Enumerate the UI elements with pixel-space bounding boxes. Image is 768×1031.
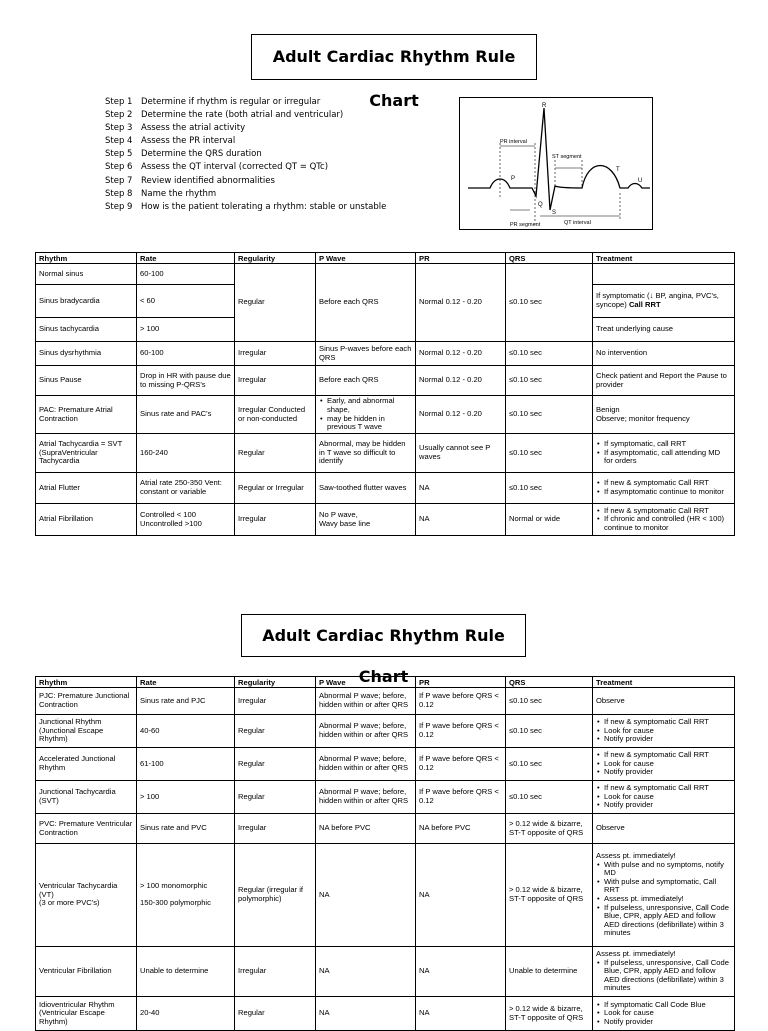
column-header: P Wave xyxy=(316,677,416,688)
rate-cell: Sinus rate and PVC xyxy=(137,814,235,844)
pr-cell: Normal 0.12 - 0.20 xyxy=(416,342,506,366)
table-header-row xyxy=(36,253,735,264)
treatment-line: Observe; monitor frequency xyxy=(596,413,690,423)
column-header: Rhythm xyxy=(36,253,137,264)
rhythm-cell: Sinus bradycardia xyxy=(36,285,137,318)
rhythm-cell: Junctional Tachycardia (SVT) xyxy=(36,781,137,814)
step-text: Determine if rhythm is regular or irregular xyxy=(141,97,321,107)
treatment-cell xyxy=(593,947,735,997)
ecg-label-s: S xyxy=(552,210,557,216)
treatment-cell xyxy=(593,396,735,434)
column-header: QRS xyxy=(506,253,593,264)
column-header: Rhythm xyxy=(36,677,137,688)
table-row xyxy=(36,342,735,366)
pr-cell: If P wave before QRS < 0.12 xyxy=(416,748,506,781)
bullet-item: • Assess pt. immediately! xyxy=(604,895,731,904)
pwave-cell: NA xyxy=(316,844,416,947)
bullet-item: • If asymptomatic, call attending MD for orders xyxy=(604,449,731,466)
step-5 xyxy=(105,148,386,161)
rhythm-table-1 xyxy=(35,252,735,536)
rhythm-cell: Sinus dysrhythmia xyxy=(36,342,137,366)
step-number: Step 1 xyxy=(105,97,133,107)
step-text: How is the patient tolerating a rhythm: stable or unstable xyxy=(141,201,387,212)
column-header: Rate xyxy=(137,677,235,688)
page-title: Adult Cardiac Rhythm Rule Chart xyxy=(241,614,526,657)
pwave-cell: Before each QRS xyxy=(316,366,416,396)
pwave-cell: NA xyxy=(316,997,416,1031)
treatment-cell: No intervention xyxy=(593,342,735,366)
step-number: Step 4 xyxy=(105,136,133,147)
treatment-cell xyxy=(593,997,735,1031)
regularity-cell: Regular (irregular if polymorphic) xyxy=(235,844,316,947)
pr-cell: Normal 0.12 - 0.20 xyxy=(416,264,506,342)
treatment-line: Assess pt. immediately! xyxy=(596,851,676,861)
bullet-item: • Notify provider xyxy=(604,1018,731,1027)
bullet-item: • Early, and abnormal shape, xyxy=(327,397,412,414)
bullet-item: • Look for cause xyxy=(604,793,731,802)
rate-line: Controlled < 100 xyxy=(140,509,196,519)
bullet-item: • If new & symptomatic Call RRT xyxy=(604,784,731,793)
qrs-cell: Unable to determine xyxy=(506,947,593,997)
rate-line: > 100 monomorphic xyxy=(140,881,208,891)
step-number: Step 6 xyxy=(105,162,133,173)
bullet-item: • If symptomatic, call RRT xyxy=(604,440,731,449)
treatment-cell xyxy=(593,285,735,318)
step-number: Step 2 xyxy=(105,110,133,121)
treatment-cell xyxy=(593,504,735,536)
ecg-label-t: T xyxy=(616,167,620,173)
bullet-item: • If new & symptomatic Call RRT xyxy=(604,718,731,727)
rate-cell: > 100 xyxy=(137,781,235,814)
regularity-cell: Regular xyxy=(235,997,316,1031)
qrs-cell: ≤0.10 sec xyxy=(506,473,593,504)
pwave-cell xyxy=(316,396,416,434)
pwave-cell: Abnormal P wave; before, hidden within or after QRS xyxy=(316,748,416,781)
pr-cell: NA xyxy=(416,473,506,504)
step-text: Assess the atrial activity xyxy=(141,123,246,134)
ecg-label-r: R xyxy=(542,103,547,109)
ecg-waveform xyxy=(460,98,652,229)
bullet-item: • Look for cause xyxy=(604,760,731,769)
rhythm-cell: Ventricular Fibrillation xyxy=(36,947,137,997)
bullet-item: • If new & symptomatic Call RRT xyxy=(604,507,731,516)
column-header: Rate xyxy=(137,253,235,264)
rate-cell xyxy=(137,504,235,536)
ecg-label-qt-interval: QT interval xyxy=(564,220,591,226)
qrs-cell: ≤0.10 sec xyxy=(506,264,593,342)
rate-line: 150-300 polymorphic xyxy=(140,898,211,907)
rate-cell: 60-100 xyxy=(137,264,235,285)
step-text: Determine the rate (both atrial and ventricular) xyxy=(141,110,344,121)
treatment-cell: Treat underlying cause xyxy=(593,318,735,342)
rhythm-cell: Sinus tachycardia xyxy=(36,318,137,342)
treatment-cell xyxy=(593,264,735,285)
rhythm-cell: Normal sinus xyxy=(36,264,137,285)
qrs-cell: ≤0.10 sec xyxy=(506,342,593,366)
column-header: Treatment xyxy=(593,677,735,688)
step-3 xyxy=(105,122,386,135)
treatment-line: Benign xyxy=(596,404,620,414)
bullet-item: • If pulseless, unresponsive, Call Code Blue, CPR, apply AED and follow AED directions (defibrillate) within 3 minutes xyxy=(604,904,731,938)
rate-cell: < 60 xyxy=(137,285,235,318)
regularity-cell: Regular xyxy=(235,264,316,342)
step-number: Step 5 xyxy=(105,149,133,160)
table-row xyxy=(36,473,735,504)
pr-cell: Normal 0.12 - 0.20 xyxy=(416,366,506,396)
regularity-cell: Irregular xyxy=(235,947,316,997)
pwave-cell: Abnormal P wave; before, hidden within or after QRS xyxy=(316,688,416,715)
regularity-cell: Regular or Irregular xyxy=(235,473,316,504)
step-text: Determine the QRS duration xyxy=(141,149,262,160)
pwave-cell: Abnormal, may be hidden in T wave so difficult to identify xyxy=(316,434,416,473)
ecg-label-st-segment: ST segment xyxy=(552,154,582,160)
rhythm-cell: Sinus Pause xyxy=(36,366,137,396)
treatment-cell xyxy=(593,844,735,947)
bullet-item: • Look for cause xyxy=(604,1009,731,1018)
table-row xyxy=(36,947,735,997)
regularity-cell: Regular xyxy=(235,434,316,473)
table-row xyxy=(36,781,735,814)
treatment-cell xyxy=(593,473,735,504)
rhythm-cell: Accelerated Junctional Rhythm xyxy=(36,748,137,781)
step-text: Assess the QT interval (corrected QT = QTc) xyxy=(141,162,329,173)
treatment-cell xyxy=(593,781,735,814)
qrs-cell: ≤0.10 sec xyxy=(506,748,593,781)
qrs-cell: > 0.12 wide & bizarre, ST-T opposite of QRS xyxy=(506,844,593,947)
pwave-cell: Abnormal P wave; before, hidden within or after QRS xyxy=(316,781,416,814)
treatment-cell xyxy=(593,715,735,748)
qrs-cell: > 0.12 wide & bizarre, ST-T opposite of QRS xyxy=(506,814,593,844)
qrs-cell: ≤0.10 sec xyxy=(506,434,593,473)
step-2 xyxy=(105,109,386,122)
step-number: Step 3 xyxy=(105,123,133,134)
bullet-item: • If symptomatic Call Code Blue xyxy=(604,1001,731,1010)
step-number: Step 7 xyxy=(105,175,133,186)
bullet-item: • If chronic and controlled (HR < 100) continue to monitor xyxy=(604,515,731,532)
table-row xyxy=(36,434,735,473)
step-number: Step 8 xyxy=(105,188,133,199)
bullet-item: • Notify provider xyxy=(604,768,731,777)
pwave-line: No P wave, xyxy=(319,509,358,519)
pr-cell: If P wave before QRS < 0.12 xyxy=(416,715,506,748)
rhythm-cell: Junctional Rhythm (Junctional Escape Rhythm) xyxy=(36,715,137,748)
treatment-line: Assess pt. immediately! xyxy=(596,949,676,959)
table-row xyxy=(36,844,735,947)
step-number: Step 9 xyxy=(105,201,133,212)
rhythm-cell: PJC: Premature Junctional Contraction xyxy=(36,688,137,715)
rhythm-line: (3 or more PVC's) xyxy=(39,898,100,908)
step-8 xyxy=(105,188,386,201)
pwave-cell: Before each QRS xyxy=(316,264,416,342)
step-text: Review identified abnormalities xyxy=(141,175,275,186)
rate-cell: Sinus rate and PJC xyxy=(137,688,235,715)
treatment-text: If symptomatic (↓ BP, angina, PVC's, syncope) xyxy=(596,291,719,309)
step-text: Assess the PR interval xyxy=(141,136,236,147)
table-row xyxy=(36,748,735,781)
qrs-cell: ≤0.10 sec xyxy=(506,366,593,396)
step-text: Name the rhythm xyxy=(141,188,217,199)
table-row xyxy=(36,366,735,396)
treatment-cell: Observe xyxy=(593,688,735,715)
qrs-cell: ≤0.10 sec xyxy=(506,781,593,814)
table-row xyxy=(36,264,735,285)
rate-cell: 20-40 xyxy=(137,997,235,1031)
table-row xyxy=(36,396,735,434)
column-header: QRS xyxy=(506,677,593,688)
treatment-emphasis: Call RRT xyxy=(628,300,661,309)
qrs-cell: ≤0.10 sec xyxy=(506,715,593,748)
rate-cell: > 100 xyxy=(137,318,235,342)
pr-cell: If P wave before QRS < 0.12 xyxy=(416,781,506,814)
qrs-cell: ≤0.10 sec xyxy=(506,396,593,434)
pwave-cell: Abnormal P wave; before, hidden within or after QRS xyxy=(316,715,416,748)
rhythm-cell xyxy=(36,844,137,947)
bullet-item: • Notify provider xyxy=(604,801,731,810)
regularity-cell: Irregular xyxy=(235,814,316,844)
bullet-item: • If new & symptomatic Call RRT xyxy=(604,751,731,760)
bullet-item: • If asymptomatic continue to monitor xyxy=(604,488,731,497)
rhythm-cell: Atrial Fibrillation xyxy=(36,504,137,536)
rate-cell: 40-60 xyxy=(137,715,235,748)
pr-cell: NA before PVC xyxy=(416,814,506,844)
step-1 xyxy=(105,96,386,109)
treatment-cell: Check patient and Report the Pause to provider xyxy=(593,366,735,396)
rhythm-cell: Idioventricular Rhythm (Ventricular Escape Rhythm) xyxy=(36,997,137,1031)
ecg-label-q: Q xyxy=(538,202,543,208)
pr-cell: Usually cannot see P waves xyxy=(416,434,506,473)
bullet-item: • If new & symptomatic Call RRT xyxy=(604,479,731,488)
pwave-cell xyxy=(316,504,416,536)
bullet-item: • may be hidden in previous T wave xyxy=(327,415,412,432)
table-row xyxy=(36,688,735,715)
pwave-cell: Saw-toothed flutter waves xyxy=(316,473,416,504)
bullet-item: • With pulse and no symptoms, notify MD xyxy=(604,861,731,878)
ecg-diagram xyxy=(459,97,653,230)
column-header: PR xyxy=(416,677,506,688)
treatment-cell: Observe xyxy=(593,814,735,844)
column-header: Regularity xyxy=(235,253,316,264)
regularity-cell: Regular xyxy=(235,781,316,814)
rate-cell: 60-100 xyxy=(137,342,235,366)
qrs-cell: > 0.12 wide & bizarre, ST-T opposite of QRS xyxy=(506,997,593,1031)
regularity-cell: Regular xyxy=(235,748,316,781)
regularity-cell: Irregular xyxy=(235,342,316,366)
column-header: Treatment xyxy=(593,253,735,264)
steps-list xyxy=(105,96,386,214)
table-row xyxy=(36,504,735,536)
table-row xyxy=(36,715,735,748)
bullet-item: • Notify provider xyxy=(604,735,731,744)
rate-cell: 160-240 xyxy=(137,434,235,473)
ecg-label-u: U xyxy=(638,178,643,184)
pr-cell: If P wave before QRS < 0.12 xyxy=(416,688,506,715)
bullet-item: • Look for cause xyxy=(604,727,731,736)
pwave-line: Wavy base line xyxy=(319,518,371,528)
table-row xyxy=(36,997,735,1031)
rate-cell: 61-100 xyxy=(137,748,235,781)
regularity-cell: Irregular Conducted or non-conducted xyxy=(235,396,316,434)
ecg-label-pr-interval: PR interval xyxy=(500,139,527,145)
treatment-cell xyxy=(593,748,735,781)
page-title: Adult Cardiac Rhythm Rule Chart xyxy=(251,34,537,80)
rhythm-line: Ventricular Tachycardia (VT) xyxy=(39,881,118,899)
rate-cell: Drop in HR with pause due to missing P-QRS's xyxy=(137,366,235,396)
treatment-cell xyxy=(593,434,735,473)
rate-cell xyxy=(137,844,235,947)
column-header: PR xyxy=(416,253,506,264)
qrs-cell: ≤0.10 sec xyxy=(506,688,593,715)
pr-cell: Normal 0.12 - 0.20 xyxy=(416,396,506,434)
rate-line: Uncontrolled >100 xyxy=(140,518,202,528)
ecg-label-pr-segment: PR segment xyxy=(510,222,541,228)
qrs-cell: Normal or wide xyxy=(506,504,593,536)
rhythm-table-2 xyxy=(35,676,735,1031)
table-header-row xyxy=(36,677,735,688)
pr-cell: NA xyxy=(416,844,506,947)
rate-cell: Sinus rate and PAC's xyxy=(137,396,235,434)
rate-cell: Atrial rate 250-350 Vent: constant or variable xyxy=(137,473,235,504)
pwave-cell: NA xyxy=(316,947,416,997)
step-9 xyxy=(105,201,386,214)
step-6 xyxy=(105,161,386,174)
column-header: Regularity xyxy=(235,677,316,688)
step-7 xyxy=(105,175,386,188)
regularity-cell: Irregular xyxy=(235,366,316,396)
table-row xyxy=(36,814,735,844)
pwave-cell: Sinus P-waves before each QRS xyxy=(316,342,416,366)
regularity-cell: Irregular xyxy=(235,688,316,715)
rhythm-cell: Atrial Flutter xyxy=(36,473,137,504)
rhythm-cell: PAC: Premature Atrial Contraction xyxy=(36,396,137,434)
rhythm-cell: Atrial Tachycardia = SVT (SupraVentricular Tachycardia xyxy=(36,434,137,473)
rhythm-cell: PVC: Premature Ventricular Contraction xyxy=(36,814,137,844)
pr-cell: NA xyxy=(416,997,506,1031)
regularity-cell: Irregular xyxy=(235,504,316,536)
pr-cell: NA xyxy=(416,504,506,536)
rate-cell: Unable to determine xyxy=(137,947,235,997)
bullet-item: • With pulse and symptomatic, Call RRT xyxy=(604,878,731,895)
regularity-cell: Regular xyxy=(235,715,316,748)
pwave-cell: NA before PVC xyxy=(316,814,416,844)
bullet-item: • If pulseless, unresponsive, Call Code Blue, CPR, apply AED and follow AED directions (defibrillate) within 3 minutes xyxy=(604,959,731,993)
step-4 xyxy=(105,135,386,148)
column-header: P Wave xyxy=(316,253,416,264)
pr-cell: NA xyxy=(416,947,506,997)
ecg-label-p: P xyxy=(511,176,516,182)
